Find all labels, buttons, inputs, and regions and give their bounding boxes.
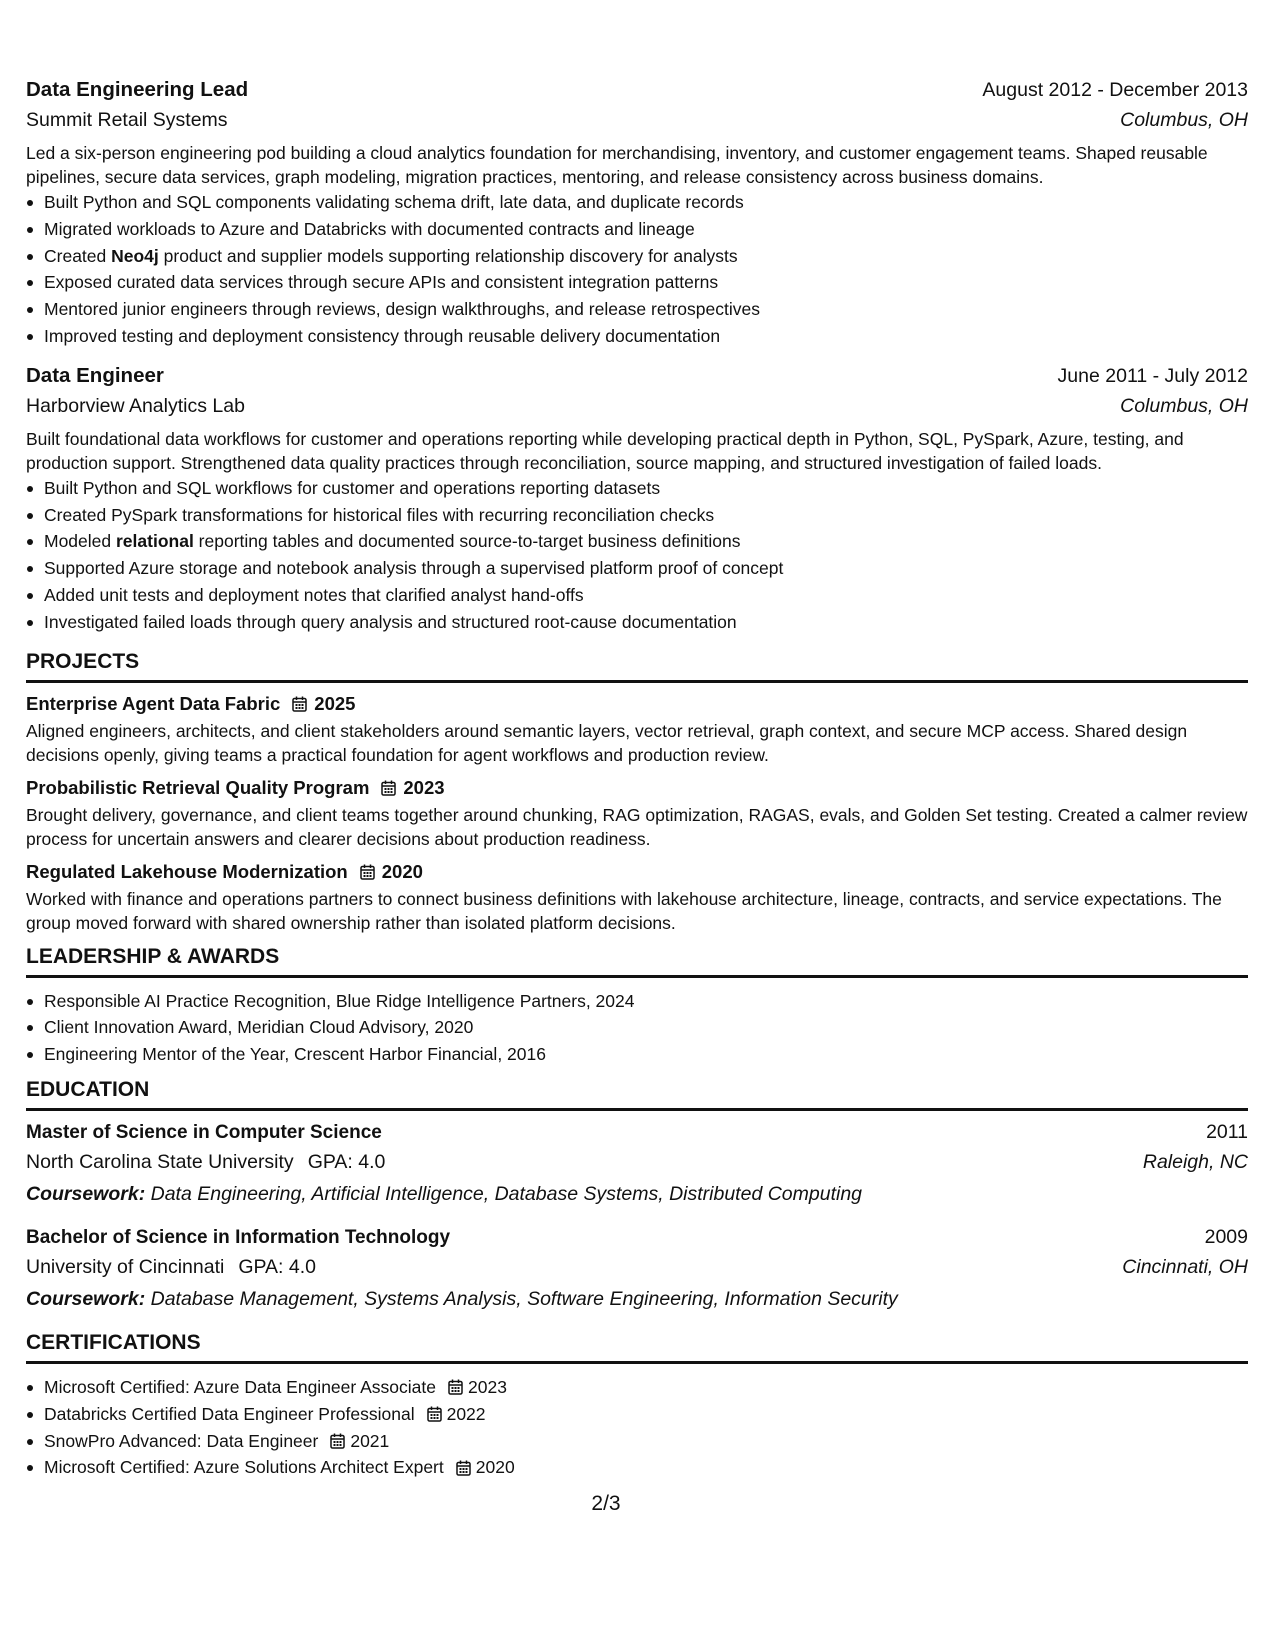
resume-page bbox=[26, 78, 1248, 1481]
job-title: Data Engineer bbox=[26, 363, 164, 387]
project-description: Brought delivery, governance, and client teams together around chunking, RAG optimization, RAGAS, evals, and Golden Set testing. Created a calmer review process for uncertain answers and clearer decisions about production readiness. bbox=[26, 804, 1248, 849]
calendar-icon bbox=[456, 1460, 471, 1476]
certification-item: Microsoft Certified: Azure Data Engineer Associate 2023 bbox=[44, 1374, 1248, 1401]
gpa: GPA: 4.0 bbox=[238, 1255, 317, 1278]
project-year: 2025 bbox=[314, 692, 356, 714]
school-name: University of Cincinnati bbox=[26, 1255, 225, 1278]
degree-name: Master of Science in Computer Science bbox=[26, 1121, 382, 1143]
degree-name: Bachelor of Science in Information Technology bbox=[26, 1226, 451, 1248]
job-bullet: Built Python and SQL workflows for customer and operations reporting datasets bbox=[44, 475, 1248, 502]
coursework: Coursework: Database Management, Systems Analysis, Software Engineering, Information Security bbox=[26, 1287, 898, 1310]
certification-year: 2021 bbox=[350, 1430, 390, 1451]
certifications-list bbox=[26, 1374, 1248, 1481]
school-location: Cincinnati, OH bbox=[1122, 1255, 1248, 1278]
job-summary: Built foundational data workflows for customer and operations reporting while developing practical depth in Python, SQL, PySpark, Azure, testing, and production support. Strengthened data quality practices through reconciliation, source mapping, and structured investigation of failed loads. bbox=[26, 428, 1184, 473]
education-entry bbox=[26, 1121, 1248, 1206]
degree-year: 2011 bbox=[1206, 1120, 1248, 1143]
job-bullet: Modeled relational reporting tables and documented source-to-target business definitions bbox=[44, 528, 1248, 555]
award-item: Responsible AI Practice Recognition, Blue Ridge Intelligence Partners, 2024 bbox=[44, 988, 1248, 1015]
degree-year: 2009 bbox=[1204, 1225, 1248, 1248]
certification-item: Microsoft Certified: Azure Solutions Architect Expert 2020 bbox=[44, 1454, 1248, 1481]
calendar-icon bbox=[427, 1406, 442, 1422]
calendar-icon bbox=[292, 696, 307, 712]
job-location: Columbus, OH bbox=[1120, 109, 1248, 131]
award-item: Client Innovation Award, Meridian Cloud Advisory, 2020 bbox=[44, 1014, 1248, 1041]
project-name: Regulated Lakehouse Modernization bbox=[26, 860, 348, 882]
job-entry bbox=[26, 364, 1248, 636]
coursework: Coursework: Data Engineering, Artificial Intelligence, Database Systems, Distributed Computing bbox=[26, 1182, 863, 1205]
certification-item: Databricks Certified Data Engineer Professional 2022 bbox=[44, 1401, 1248, 1428]
job-bullet: Added unit tests and deployment notes that clarified analyst hand-offs bbox=[44, 582, 1248, 609]
project-entry bbox=[26, 777, 1248, 851]
certification-year: 2020 bbox=[475, 1457, 515, 1478]
award-item: Engineering Mentor of the Year, Crescent Harbor Financial, 2016 bbox=[44, 1041, 1248, 1068]
job-bullet: Created Neo4j product and supplier models supporting relationship discovery for analysts bbox=[44, 243, 1248, 270]
company-name: Summit Retail Systems bbox=[26, 109, 228, 131]
project-entry bbox=[26, 693, 1248, 767]
calendar-icon bbox=[448, 1379, 463, 1395]
certification-year: 2022 bbox=[446, 1403, 486, 1424]
education-entry bbox=[26, 1226, 1248, 1311]
awards-list bbox=[26, 988, 1248, 1068]
gpa: GPA: 4.0 bbox=[307, 1150, 386, 1173]
project-entry bbox=[26, 861, 1248, 935]
job-dates: August 2012 - December 2013 bbox=[982, 79, 1248, 101]
job-bullet: Supported Azure storage and notebook analysis through a supervised platform proof of concept bbox=[44, 555, 1248, 582]
job-bullets bbox=[26, 189, 1248, 350]
page-number: 2/3 bbox=[591, 1492, 621, 1515]
calendar-icon bbox=[330, 1433, 345, 1449]
school-name: North Carolina State University bbox=[26, 1150, 294, 1173]
section-heading-education: EDUCATION bbox=[26, 1078, 1248, 1111]
job-location: Columbus, OH bbox=[1120, 394, 1248, 417]
job-bullet: Created PySpark transformations for historical files with recurring reconciliation checks bbox=[44, 502, 1248, 529]
job-entry bbox=[26, 78, 1248, 350]
calendar-icon bbox=[381, 780, 396, 796]
section-heading-projects: PROJECTS bbox=[26, 650, 1248, 683]
job-title: Data Engineering Lead bbox=[26, 78, 249, 101]
section-heading-certifications: CERTIFICATIONS bbox=[26, 1331, 1248, 1364]
calendar-icon bbox=[360, 864, 375, 880]
job-bullet: Exposed curated data services through secure APIs and consistent integration patterns bbox=[44, 269, 1248, 296]
job-summary: Led a six-person engineering pod building a cloud analytics foundation for merchandising, inventory, and customer engagement teams. Shaped reusable pipelines, secure data services, graph modeling, migration practices, mentoring, and release consistency across business domains. bbox=[26, 143, 1208, 187]
section-heading-leadership: LEADERSHIP & AWARDS bbox=[26, 945, 1248, 978]
certification-year: 2023 bbox=[468, 1376, 507, 1397]
project-name: Enterprise Agent Data Fabric bbox=[26, 692, 281, 714]
project-year: 2020 bbox=[381, 860, 423, 882]
job-bullets bbox=[26, 475, 1248, 636]
school-location: Raleigh, NC bbox=[1142, 1150, 1248, 1173]
job-bullet: Investigated failed loads through query analysis and structured root-cause documentation bbox=[44, 609, 1248, 636]
project-year: 2023 bbox=[403, 776, 445, 798]
project-name: Probabilistic Retrieval Quality Program bbox=[26, 776, 370, 798]
certification-item: SnowPro Advanced: Data Engineer 2021 bbox=[44, 1428, 1248, 1455]
project-description: Worked with finance and operations partners to connect business definitions with lakehouse architecture, lineage, contracts, and service expectations. The group moved forward with shared ownership rather than isolated platform decisions. bbox=[26, 888, 1222, 933]
job-dates: June 2011 - July 2012 bbox=[1057, 364, 1248, 387]
project-description: Aligned engineers, architects, and client stakeholders around semantic layers, vector retrieval, graph context, and secure MCP access. Shared design decisions openly, giving teams a practical foundation for agent workflows and production review. bbox=[26, 720, 1188, 765]
company-name: Harborview Analytics Lab bbox=[26, 394, 245, 417]
job-bullet: Migrated workloads to Azure and Databricks with documented contracts and lineage bbox=[44, 216, 1248, 243]
job-bullet: Built Python and SQL components validating schema drift, late data, and duplicate records bbox=[44, 189, 1248, 216]
job-bullet: Improved testing and deployment consistency through reusable delivery documentation bbox=[44, 323, 1248, 350]
job-bullet: Mentored junior engineers through reviews, design walkthroughs, and release retrospectives bbox=[44, 296, 1248, 323]
